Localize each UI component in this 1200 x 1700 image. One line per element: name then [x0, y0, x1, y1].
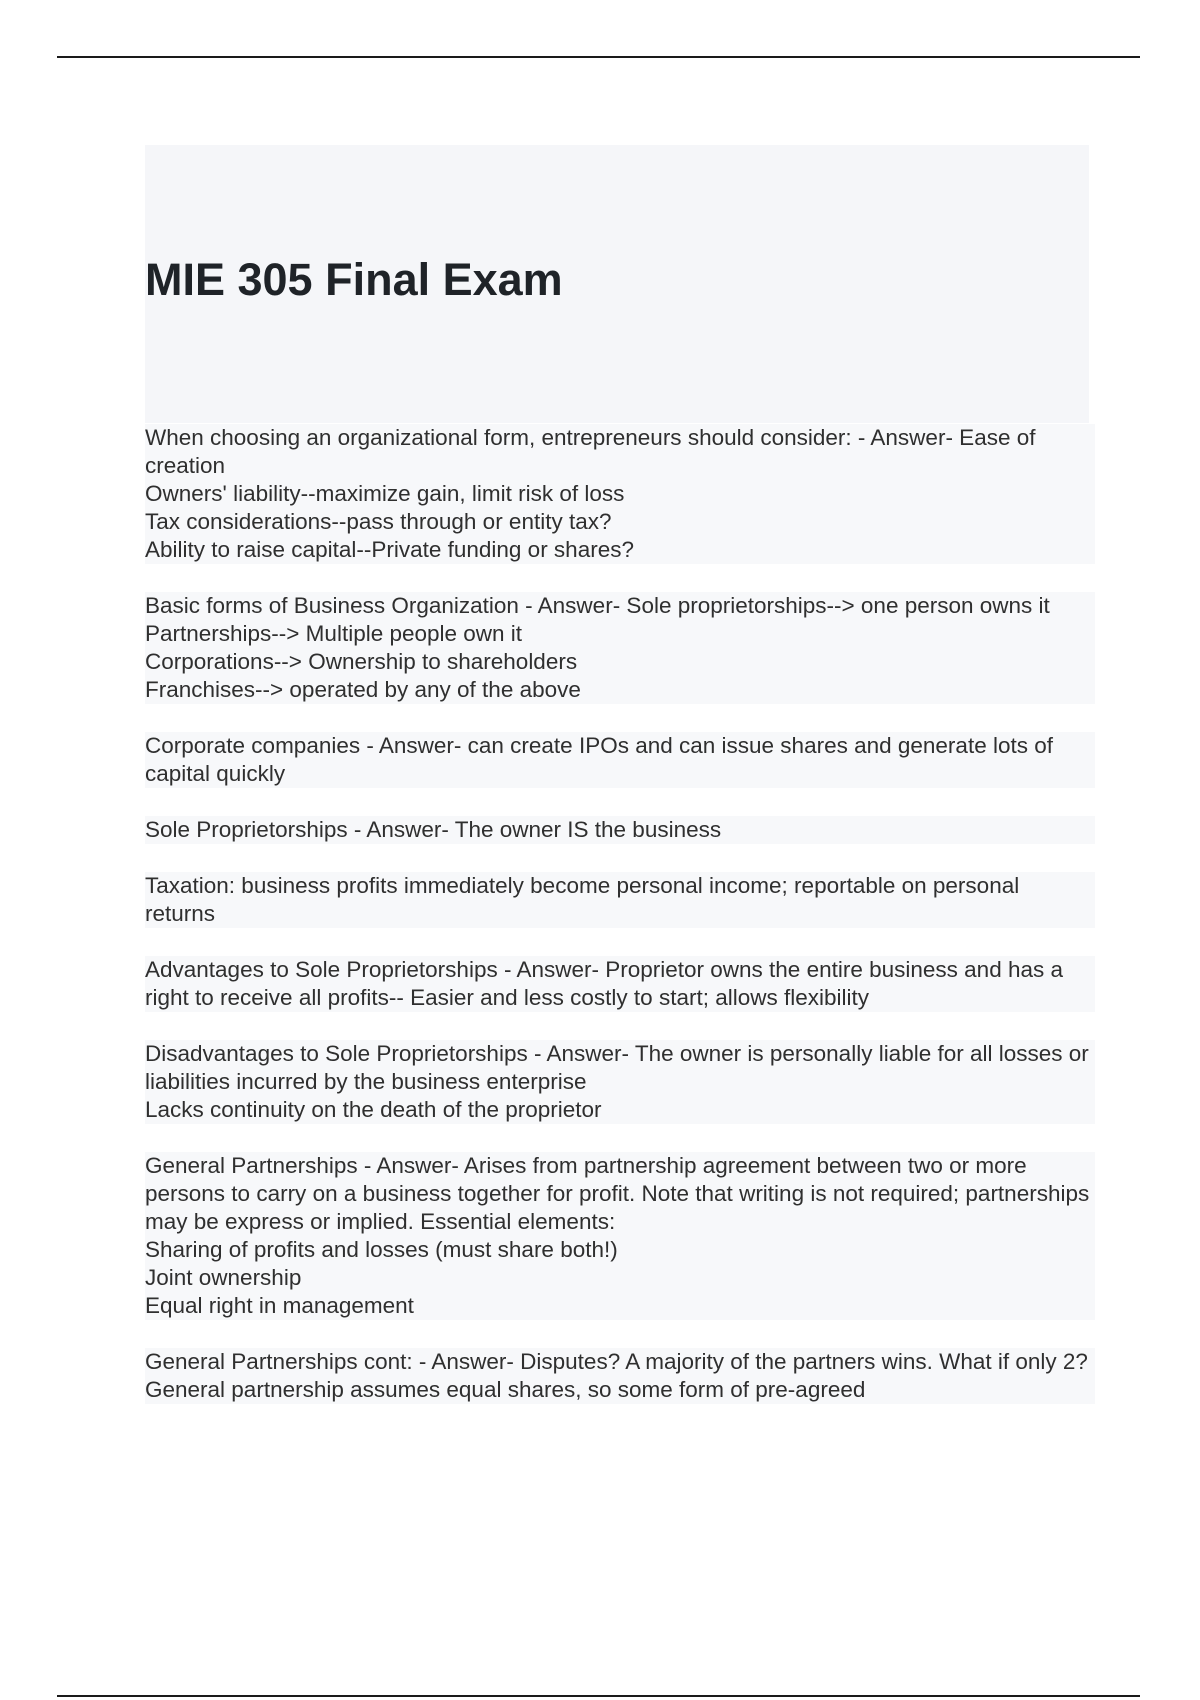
qa-answer-line: Corporations--> Ownership to shareholders — [145, 648, 1095, 676]
qa-entry — [145, 956, 1095, 1012]
qa-question-line: Corporate companies - Answer- can create IPOs and can issue shares and generate lots of capital quickly — [145, 732, 1095, 788]
qa-entry — [145, 592, 1095, 704]
bottom-rule — [57, 1695, 1140, 1697]
qa-entry — [145, 1152, 1095, 1320]
qa-question-line: Disadvantages to Sole Proprietorships - Answer- The owner is personally liable for all losses or liabilities incurred by the business enterprise — [145, 1040, 1095, 1096]
qa-question-line: When choosing an organizational form, entrepreneurs should consider: - Answer- Ease of creation — [145, 424, 1095, 480]
qa-answer-line: Lacks continuity on the death of the proprietor — [145, 1096, 1095, 1124]
qa-answer-line: Joint ownership — [145, 1264, 1095, 1292]
qa-question-line: General Partnerships - Answer- Arises from partnership agreement between two or more persons to carry on a business together for profit. Note that writing is not required; partnerships may be express or implied. Essential elements: — [145, 1152, 1095, 1236]
qa-entry — [145, 424, 1095, 564]
qa-answer-line: Franchises--> operated by any of the above — [145, 676, 1095, 704]
qa-answer-line: Ability to raise capital--Private funding or shares? — [145, 536, 1095, 564]
qa-question-line: Taxation: business profits immediately become personal income; reportable on personal returns — [145, 872, 1095, 928]
qa-list — [145, 424, 1095, 1432]
qa-answer-line: Partnerships--> Multiple people own it — [145, 620, 1095, 648]
qa-entry — [145, 816, 1095, 844]
qa-answer-line: Owners' liability--maximize gain, limit risk of loss — [145, 480, 1095, 508]
qa-question-line: General Partnerships cont: - Answer- Disputes? A majority of the partners wins. What if only 2? General partnership assumes equal shares, so some form of pre-agreed — [145, 1348, 1095, 1404]
qa-entry — [145, 1040, 1095, 1124]
qa-answer-line: Sharing of profits and losses (must share both!) — [145, 1236, 1095, 1264]
qa-question-line: Basic forms of Business Organization - Answer- Sole proprietorships--> one person owns it — [145, 592, 1095, 620]
qa-entry — [145, 872, 1095, 928]
document-title: MIE 305 Final Exam — [145, 254, 563, 305]
qa-entry — [145, 1348, 1095, 1404]
qa-answer-line: Equal right in management — [145, 1292, 1095, 1320]
top-rule — [57, 56, 1140, 58]
qa-answer-line: Tax considerations--pass through or entity tax? — [145, 508, 1095, 536]
qa-question-line: Advantages to Sole Proprietorships - Answer- Proprietor owns the entire business and has a right to receive all profits-- Easier and less costly to start; allows flexibility — [145, 956, 1095, 1012]
qa-entry — [145, 732, 1095, 788]
qa-question-line: Sole Proprietorships - Answer- The owner IS the business — [145, 816, 1095, 844]
